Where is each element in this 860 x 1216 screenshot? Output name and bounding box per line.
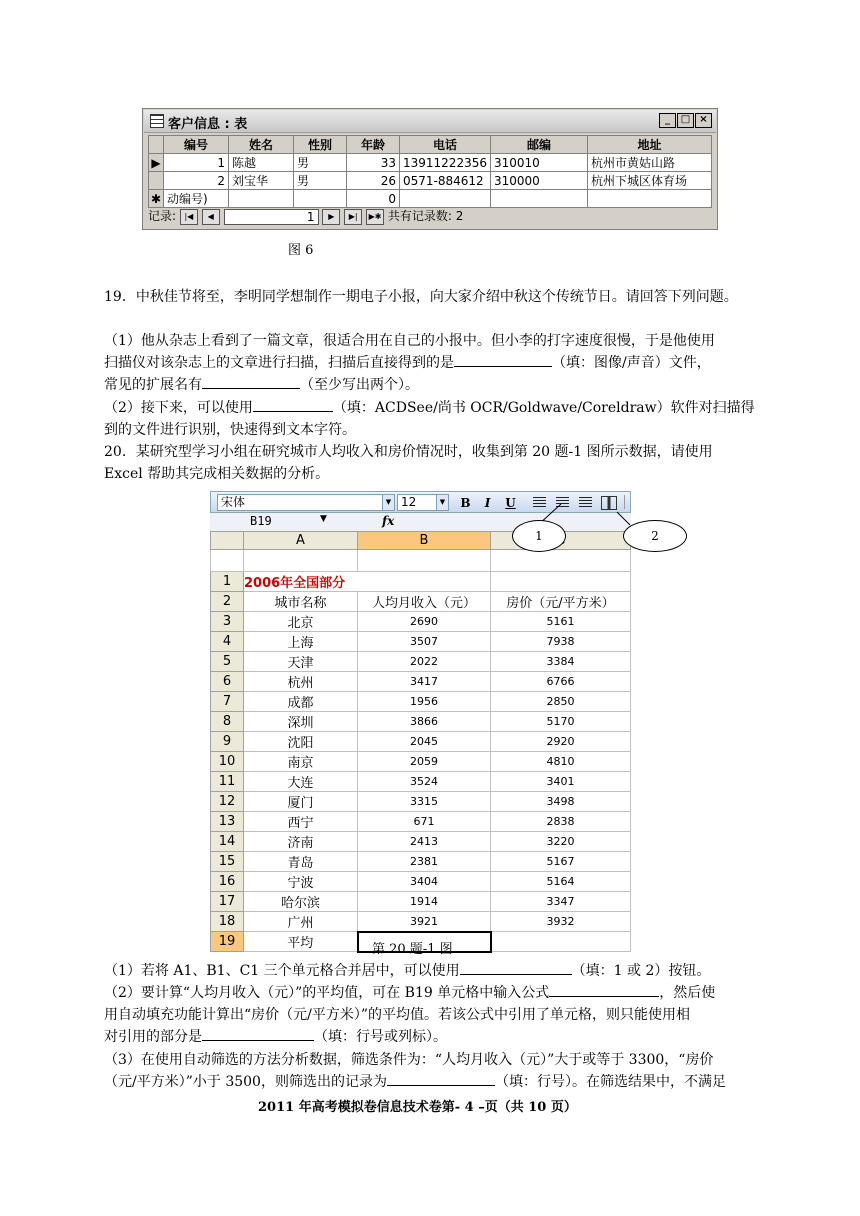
income-cell[interactable]: 3524 <box>358 772 491 792</box>
table-row <box>211 772 631 792</box>
row-header[interactable]: 16 <box>211 872 244 892</box>
q20-part3-line2 <box>104 1071 759 1093</box>
access-table-window <box>142 108 718 230</box>
cell-id[interactable]: 2 <box>164 172 229 190</box>
q20-part1 <box>104 960 759 982</box>
new-record-icon[interactable]: ✱ <box>149 190 164 208</box>
city-cell[interactable]: 厦门 <box>244 792 358 812</box>
answer-blank[interactable] <box>460 960 572 975</box>
q20-text: （元/平方米）”小于 3500，则筛选出的记录为 <box>104 1074 387 1090</box>
header-cell-city[interactable]: 城市名称 <box>244 592 358 612</box>
last-record-icon[interactable]: ▶| <box>344 209 362 225</box>
q20-text: （1）若将 A1、B1、C1 三个单元格合并居中，可以使用 <box>104 963 460 979</box>
row-header[interactable]: 3 <box>211 612 244 632</box>
minimize-button[interactable]: _ <box>659 113 676 128</box>
q20-intro-line2: Excel 帮助其完成相关数据的分析。 <box>104 466 330 482</box>
price-cell[interactable]: 2838 <box>491 812 631 832</box>
price-cell[interactable]: 4810 <box>491 752 631 772</box>
close-button[interactable]: × <box>695 113 712 128</box>
current-record-icon[interactable]: ▶ <box>149 154 164 172</box>
city-cell[interactable]: 沈阳 <box>244 732 358 752</box>
income-cell[interactable]: 3404 <box>358 872 491 892</box>
table-icon <box>150 114 164 128</box>
row-header[interactable]: 12 <box>211 792 244 812</box>
select-all-corner[interactable] <box>211 532 244 550</box>
cell-phone-new[interactable] <box>400 190 491 208</box>
col-header-a[interactable]: A <box>244 532 358 550</box>
chevron-down-icon[interactable]: ▼ <box>320 514 327 524</box>
q20-intro-line1: 20．某研究型学习小组在研究城市人均收入和房价情况时，收集到第 20 题-1 图所示数据，请使用 <box>104 444 713 460</box>
row-header[interactable]: 7 <box>211 692 244 712</box>
answer-blank[interactable] <box>387 1071 495 1086</box>
title-cell[interactable]: 2006年全国部分 <box>244 572 358 592</box>
q19-part1-line1: （1）他从杂志上看到了一篇文章，很适合用在自己的小报中。但小李的打字速度很慢，于是他使用 <box>104 333 715 349</box>
answer-blank[interactable] <box>549 982 659 997</box>
city-cell[interactable]: 宁波 <box>244 872 358 892</box>
table-row <box>211 852 631 872</box>
price-cell[interactable]: 2920 <box>491 732 631 752</box>
cell-age[interactable]: 26 <box>347 172 400 190</box>
cell[interactable] <box>358 572 491 592</box>
table-row <box>211 692 631 712</box>
city-cell[interactable]: 西宁 <box>244 812 358 832</box>
city-cell[interactable]: 上海 <box>244 632 358 652</box>
maximize-button[interactable]: □ <box>677 113 694 128</box>
answer-blank[interactable] <box>202 374 300 389</box>
font-size-value: 12 <box>401 495 417 509</box>
record-count: 共有记录数: 2 <box>387 209 464 223</box>
cell-address[interactable]: 杭州市黄姑山路 <box>587 154 711 172</box>
row-header[interactable]: 4 <box>211 632 244 652</box>
city-cell[interactable]: 南京 <box>244 752 358 772</box>
city-cell[interactable]: 济南 <box>244 832 358 852</box>
q20-part2-line2: 用自动填充功能计算出“房价（元/平方米）”的平均值。若该公式中引用了单元格，则只能使用相 <box>104 1007 691 1023</box>
new-record-nav-icon[interactable]: ▶✱ <box>366 209 384 225</box>
q19-part2-line2: 到的文件进行识别，快速得到文本字符。 <box>104 422 356 438</box>
table-row <box>211 712 631 732</box>
record-navigator <box>148 207 714 225</box>
city-cell[interactable]: 哈尔滨 <box>244 892 358 912</box>
table-row <box>211 892 631 912</box>
income-cell[interactable]: 2059 <box>358 752 491 772</box>
bold-button[interactable]: B <box>460 496 471 510</box>
access-window-title: 客户信息 : 表 <box>168 117 248 132</box>
answer-blank[interactable] <box>202 1026 314 1041</box>
table-row <box>211 912 631 932</box>
table-row[interactable] <box>149 154 712 172</box>
chevron-down-icon[interactable]: ▼ <box>436 495 448 510</box>
city-cell[interactable]: 天津 <box>244 652 358 672</box>
city-cell[interactable]: 青岛 <box>244 852 358 872</box>
col-header-address[interactable]: 地址 <box>587 136 711 154</box>
price-cell[interactable]: 2850 <box>491 692 631 712</box>
italic-button[interactable]: I <box>484 496 491 510</box>
income-cell[interactable]: 2045 <box>358 732 491 752</box>
record-number-input[interactable]: 1 <box>224 209 319 225</box>
cell-name-new[interactable] <box>229 190 294 208</box>
table-row <box>211 832 631 852</box>
income-cell[interactable]: 2381 <box>358 852 491 872</box>
cell-age-new[interactable]: 0 <box>347 190 400 208</box>
city-cell[interactable]: 北京 <box>244 612 358 632</box>
table-row <box>211 652 631 672</box>
q20-text: （填：1 或 2）按钮。 <box>571 963 711 979</box>
q20-text: （2）要计算“人均月收入（元）”的平均值，可在 B19 单元格中输入公式 <box>104 985 550 1001</box>
city-cell[interactable]: 杭州 <box>244 672 358 692</box>
first-record-icon[interactable]: |◀ <box>180 209 198 225</box>
price-cell[interactable]: 6766 <box>491 672 631 692</box>
q20-text: 对引用的部分是 <box>104 1029 202 1045</box>
q19-intro: 19．中秋佳节将至，李明同学想制作一期电子小报，向大家介绍中秋这个传统节日。请回答下列问题。 <box>104 289 738 305</box>
income-cell[interactable]: 1914 <box>358 892 491 912</box>
income-cell[interactable]: 671 <box>358 812 491 832</box>
row-header[interactable]: 18 <box>211 912 244 932</box>
q20-part2-line3 <box>104 1026 759 1048</box>
spreadsheet-grid <box>210 531 631 953</box>
q19-text: 常见的扩展名有 <box>104 377 202 393</box>
cell[interactable] <box>491 932 631 952</box>
price-cell[interactable]: 3347 <box>491 892 631 912</box>
access-header-row <box>149 136 712 154</box>
q19-part1-line3 <box>104 374 759 396</box>
font-name-value: 宋体 <box>221 495 246 509</box>
income-cell[interactable]: 2690 <box>358 612 491 632</box>
cell-gender[interactable]: 男 <box>294 154 347 172</box>
record-label: 记录: <box>148 209 177 223</box>
price-cell[interactable]: 5161 <box>491 612 631 632</box>
city-cell[interactable]: 深圳 <box>244 712 358 732</box>
row-spacer <box>211 550 244 572</box>
cell[interactable] <box>244 550 358 572</box>
table-row <box>211 752 631 772</box>
figure-6-caption: 图 6 <box>288 243 314 258</box>
page-footer: 2011 年高考模拟卷信息技术卷第- 4 –页（共 10 页） <box>258 1100 577 1115</box>
access-datasheet <box>148 135 712 208</box>
cell-id[interactable]: 1 <box>164 154 229 172</box>
answer-blank[interactable] <box>454 352 552 367</box>
q19-part2-line1 <box>104 397 759 419</box>
table-row <box>211 632 631 652</box>
q20-part3-line1: （3）在使用自动筛选的方法分析数据，筛选条件为：“人均月收入（元）”大于或等于 3300，“房价 <box>104 1052 714 1068</box>
income-cell[interactable]: 3921 <box>358 912 491 932</box>
cell-gender-new[interactable] <box>294 190 347 208</box>
q19-text: （填：图像/声音）文件， <box>552 355 711 371</box>
col-header-zip[interactable]: 邮编 <box>490 136 587 154</box>
font-size-select[interactable] <box>397 494 449 511</box>
chevron-down-icon[interactable]: ▼ <box>382 495 394 510</box>
col-header-phone[interactable]: 电话 <box>400 136 491 154</box>
answer-blank[interactable] <box>253 397 333 412</box>
prev-record-icon[interactable]: ◀ <box>202 209 220 225</box>
q20-part2-line1 <box>104 982 759 1004</box>
cell-phone[interactable]: 13911222356 <box>400 154 491 172</box>
callout-1: 1 <box>512 520 566 552</box>
table-row <box>211 572 631 592</box>
row-header[interactable]: 13 <box>211 812 244 832</box>
q19-text: （2）接下来，可以使用 <box>104 400 253 416</box>
price-cell[interactable]: 5164 <box>491 872 631 892</box>
q19-text: 扫描仪对该杂志上的文章进行扫描，扫描后直接得到的是 <box>104 355 454 371</box>
income-cell[interactable]: 2413 <box>358 832 491 852</box>
income-cell[interactable]: 3417 <box>358 672 491 692</box>
figure-20-caption: 第 20 题-1 图 <box>372 942 453 957</box>
cell-zip[interactable]: 310000 <box>490 172 587 190</box>
table-row <box>211 812 631 832</box>
row-header[interactable]: 8 <box>211 712 244 732</box>
next-record-icon[interactable]: ▶ <box>322 209 340 225</box>
record-selector-header <box>149 136 164 154</box>
new-record-row[interactable] <box>149 190 712 208</box>
callout-2: 2 <box>623 520 687 552</box>
income-cell[interactable]: 1956 <box>358 692 491 712</box>
q20-text: （填：行号或列标）。 <box>314 1029 447 1045</box>
row-header[interactable]: 19 <box>211 932 244 952</box>
col-header-age[interactable]: 年龄 <box>347 136 400 154</box>
row-header[interactable]: 9 <box>211 732 244 752</box>
q19-text: （填：ACDSee/尚书 OCR/Goldwave/Coreldraw）软件对扫描得 <box>332 400 755 416</box>
col-header-id[interactable]: 编号 <box>164 136 229 154</box>
table-row <box>211 872 631 892</box>
avg-label-cell[interactable]: 平均 <box>244 932 358 952</box>
header-cell-income[interactable]: 人均月收入（元） <box>358 592 491 612</box>
cell-address[interactable]: 杭州下城区体育场 <box>587 172 711 190</box>
cell-zip-new[interactable] <box>490 190 587 208</box>
cell-phone[interactable]: 0571-884612 <box>400 172 491 190</box>
row-header[interactable]: 14 <box>211 832 244 852</box>
cell-address-new[interactable] <box>587 190 711 208</box>
fx-icon[interactable]: fx <box>382 514 395 528</box>
q20-text: （填：行号）。在筛选结果中，不满足 <box>494 1074 726 1090</box>
cell[interactable] <box>491 572 631 592</box>
city-cell[interactable]: 广州 <box>244 912 358 932</box>
price-cell[interactable]: 3932 <box>491 912 631 932</box>
record-selector[interactable] <box>149 172 164 190</box>
cell-age[interactable]: 33 <box>347 154 400 172</box>
row-header[interactable]: 10 <box>211 752 244 772</box>
q19-text: （至少写出两个）。 <box>300 377 419 393</box>
row-header[interactable]: 11 <box>211 772 244 792</box>
city-cell[interactable]: 大连 <box>244 772 358 792</box>
access-title-bar <box>144 110 716 133</box>
table-row <box>211 592 631 612</box>
row-header[interactable]: 17 <box>211 892 244 912</box>
table-row <box>211 672 631 692</box>
city-cell[interactable]: 成都 <box>244 692 358 712</box>
underline-button[interactable]: U <box>505 496 516 510</box>
row-header[interactable]: 5 <box>211 652 244 672</box>
income-cell[interactable]: 3866 <box>358 712 491 732</box>
price-cell[interactable]: 7938 <box>491 632 631 652</box>
row-header[interactable]: 2 <box>211 592 244 612</box>
row-header[interactable]: 6 <box>211 672 244 692</box>
col-header-gender[interactable]: 性别 <box>294 136 347 154</box>
row-header[interactable]: 1 <box>211 572 244 592</box>
income-cell[interactable]: 3315 <box>358 792 491 812</box>
income-cell[interactable]: 3507 <box>358 632 491 652</box>
price-cell[interactable]: 3401 <box>491 772 631 792</box>
q19-part1-line2 <box>104 352 759 374</box>
cell[interactable] <box>358 550 491 572</box>
table-row <box>211 792 631 812</box>
price-cell[interactable]: 5167 <box>491 852 631 872</box>
table-row <box>211 732 631 752</box>
price-cell[interactable]: 5170 <box>491 712 631 732</box>
col-header-b[interactable]: B <box>358 532 491 550</box>
name-box[interactable]: B19 <box>250 514 272 528</box>
table-row <box>211 612 631 632</box>
cell-name[interactable]: 陈越 <box>229 154 294 172</box>
font-name-select[interactable] <box>217 494 395 511</box>
q20-text: ，然后使 <box>659 985 716 1001</box>
cell-name[interactable]: 刘宝华 <box>229 172 294 190</box>
price-cell[interactable]: 3220 <box>491 832 631 852</box>
col-header-name[interactable]: 姓名 <box>229 136 294 154</box>
price-cell[interactable]: 3498 <box>491 792 631 812</box>
cell-gender[interactable]: 男 <box>294 172 347 190</box>
row-header[interactable]: 15 <box>211 852 244 872</box>
table-row[interactable] <box>149 172 712 190</box>
income-cell[interactable]: 2022 <box>358 652 491 672</box>
cell-zip[interactable]: 310010 <box>490 154 587 172</box>
cell-id-new[interactable]: 动编号) <box>164 190 229 208</box>
header-cell-price[interactable]: 房价（元/平方米） <box>491 592 631 612</box>
price-cell[interactable]: 3384 <box>491 652 631 672</box>
